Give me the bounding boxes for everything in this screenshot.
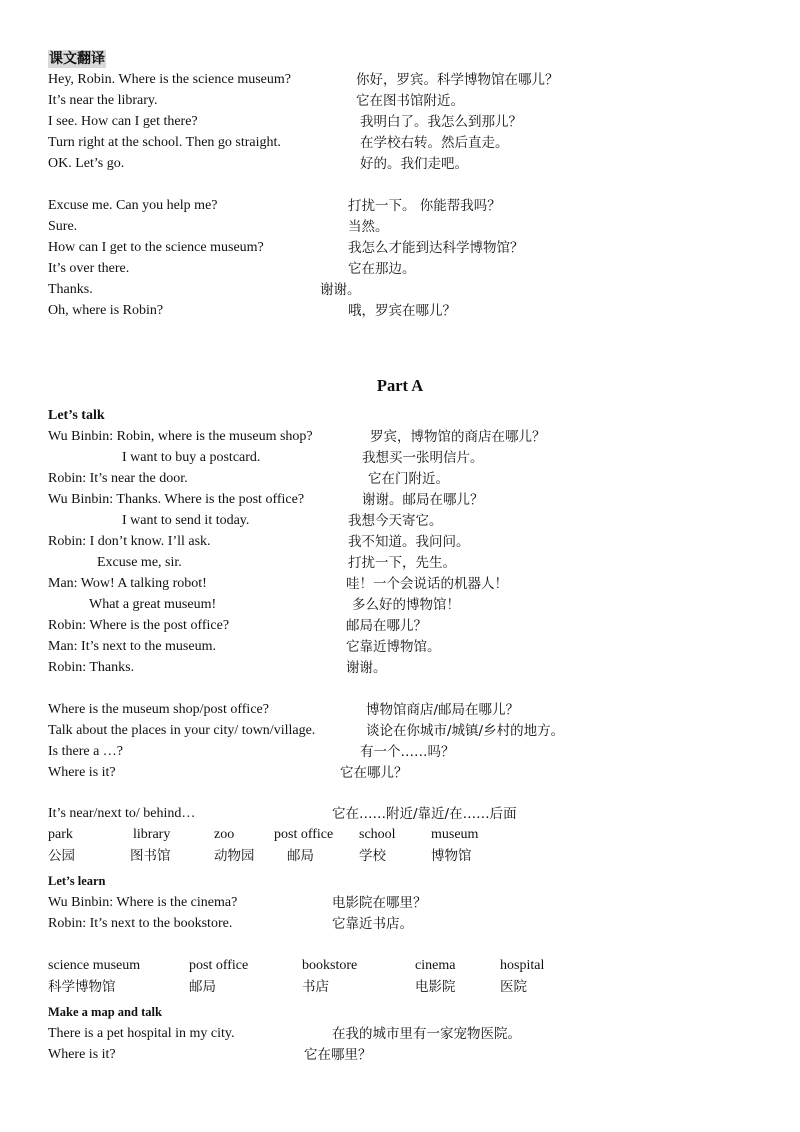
dialog2-en-5: Oh, where is Robin? (48, 303, 164, 318)
talk-en-9: Robin: Where is the post office? (48, 618, 230, 633)
vocab1-zh-3: 邮局 (287, 848, 314, 864)
phrase-en-2: Is there a …? (48, 744, 124, 759)
map-zh-1: 它在哪里？ (304, 1047, 372, 1063)
phrase-en-1: Talk about the places in your city/ town/village. (48, 723, 316, 738)
dialog2-zh-3: 它在那边。 (348, 261, 416, 277)
talk-zh-1: 我想买一张明信片。 (362, 450, 484, 466)
dialog1-en-4: OK. Let’s go. (48, 156, 125, 171)
map-zh-0: 在我的城市里有一家宠物医院。 (332, 1026, 521, 1042)
vocab2-zh-2: 书店 (302, 979, 329, 995)
phrase-zh-0: 博物馆商店/邮局在哪儿？ (366, 702, 520, 718)
vocab1-zh-1: 图书馆 (130, 848, 171, 864)
near-line-zh: 它在……附近/靠近/在……后面 (332, 806, 517, 822)
vocab2-en-4: hospital (500, 958, 545, 973)
vocab2-zh-1: 邮局 (189, 979, 216, 995)
learn-en-1: Robin: It’s next to the bookstore. (48, 916, 233, 931)
vocab1-zh-2: 动物园 (214, 848, 255, 864)
vocab2-zh-4: 医院 (500, 979, 527, 995)
near-line-en: It’s near/next to/ behind… (48, 806, 196, 821)
talk-en-8: What a great museum! (89, 597, 217, 612)
talk-zh-9: 邮局在哪儿？ (346, 618, 427, 634)
vocab1-en-1: library (133, 827, 171, 842)
phrase-zh-3: 它在哪儿？ (340, 765, 408, 781)
talk-en-10: Man: It’s next to the museum. (48, 639, 216, 654)
talk-en-4: I want to send it today. (122, 513, 250, 528)
dialog1-en-2: I see. How can I get there? (48, 114, 198, 129)
talk-zh-4: 我想今天寄它。 (348, 513, 443, 529)
dialog2-zh-4: 谢谢。 (320, 282, 361, 298)
learn-zh-1: 它靠近书店。 (332, 916, 413, 932)
vocab1-en-2: zoo (214, 827, 235, 842)
map-en-0: There is a pet hospital in my city. (48, 1026, 235, 1041)
part-title: Part A (376, 376, 424, 395)
dialog1-en-3: Turn right at the school. Then go straight. (48, 135, 281, 150)
map-en-1: Where is it? (48, 1047, 116, 1062)
talk-zh-2: 它在门附近。 (368, 471, 449, 487)
dialog1-zh-0: 你好，罗宾。科学博物馆在哪儿？ (356, 72, 559, 88)
section-title: 课文翻译 (49, 51, 105, 67)
learn-zh-0: 电影院在哪里？ (332, 895, 427, 911)
talk-zh-8: 多么好的博物馆！ (352, 597, 460, 613)
dialog2-en-0: Excuse me. Can you help me? (48, 198, 218, 213)
vocab2-en-3: cinema (415, 958, 456, 973)
dialog1-en-1: It’s near the library. (48, 93, 158, 108)
talk-zh-0: 罗宾，博物馆的商店在哪儿？ (370, 429, 546, 445)
talk-zh-3: 谢谢。邮局在哪儿？ (362, 492, 484, 508)
dialog2-en-4: Thanks. (48, 282, 93, 297)
vocab2-en-0: science museum (48, 958, 141, 973)
vocab1-zh-0: 公园 (48, 848, 75, 864)
talk-en-11: Robin: Thanks. (48, 660, 135, 675)
dialog1-zh-3: 在学校右转。然后直走。 (360, 135, 509, 151)
phrase-zh-2: 有一个……吗？ (360, 744, 455, 760)
lets-learn-heading: Let’s learn (48, 874, 106, 888)
talk-zh-11: 谢谢。 (346, 660, 387, 676)
dialog2-zh-5: 哦，罗宾在哪儿？ (348, 303, 456, 319)
dialog1-en-0: Hey, Robin. Where is the science museum? (48, 72, 291, 87)
phrase-en-0: Where is the museum shop/post office? (48, 702, 269, 717)
learn-en-0: Wu Binbin: Where is the cinema? (48, 895, 238, 910)
talk-en-3: Wu Binbin: Thanks. Where is the post office? (48, 492, 305, 507)
talk-zh-7: 哇！一个会说话的机器人！ (346, 576, 508, 592)
make-map-heading: Make a map and talk (48, 1005, 162, 1019)
vocab1-en-3: post office (274, 827, 334, 842)
dialog2-zh-2: 我怎么才能到达科学博物馆？ (348, 240, 524, 256)
talk-zh-5: 我不知道。我问问。 (348, 534, 470, 550)
dialog1-zh-1: 它在图书馆附近。 (356, 93, 464, 109)
vocab2-zh-0: 科学博物馆 (48, 979, 116, 995)
dialog2-en-1: Sure. (48, 219, 78, 234)
vocab1-en-4: school (359, 827, 396, 842)
talk-en-6: Excuse me, sir. (97, 555, 182, 570)
talk-en-2: Robin: It’s near the door. (48, 471, 188, 486)
dialog1-zh-4: 好的。我们走吧。 (360, 156, 468, 172)
lets-talk-heading: Let’s talk (48, 408, 105, 423)
vocab1-zh-5: 博物馆 (431, 848, 472, 864)
dialog2-en-3: It’s over there. (48, 261, 130, 276)
phrase-en-3: Where is it? (48, 765, 116, 780)
vocab2-en-1: post office (189, 958, 249, 973)
talk-en-5: Robin: I don’t know. I’ll ask. (48, 534, 211, 549)
dialog2-en-2: How can I get to the science museum? (48, 240, 264, 255)
vocab2-en-2: bookstore (302, 958, 358, 973)
dialog2-zh-0: 打扰一下。 你能帮我吗？ (348, 198, 501, 214)
vocab2-zh-3: 电影院 (415, 979, 456, 995)
dialog1-zh-2: 我明白了。我怎么到那儿？ (360, 114, 522, 130)
phrase-zh-1: 谈论在你城市/城镇/乡村的地方。 (366, 723, 565, 739)
talk-en-1: I want to buy a postcard. (122, 450, 261, 465)
talk-en-0: Wu Binbin: Robin, where is the museum shop? (48, 429, 313, 444)
talk-en-7: Man: Wow! A talking robot! (48, 576, 207, 591)
talk-zh-6: 打扰一下，先生。 (348, 555, 456, 571)
dialog2-zh-1: 当然。 (348, 219, 389, 235)
vocab1-zh-4: 学校 (359, 848, 386, 864)
vocab1-en-5: museum (431, 827, 479, 842)
talk-zh-10: 它靠近博物馆。 (346, 639, 441, 655)
vocab1-en-0: park (48, 827, 73, 842)
